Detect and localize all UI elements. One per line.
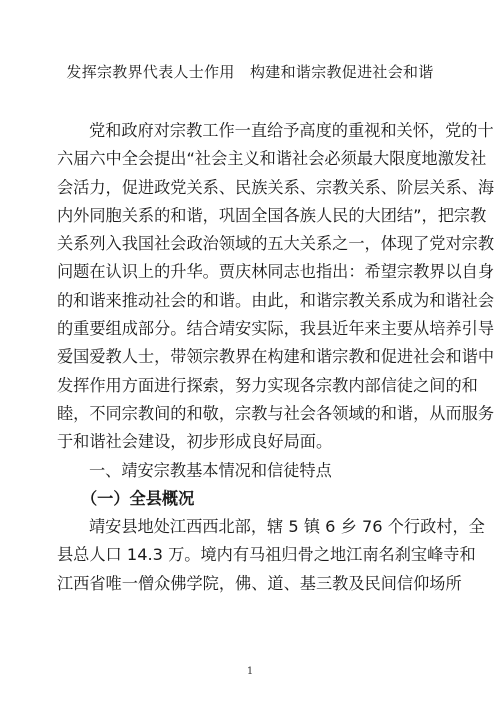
paragraph-1-line-10: 发挥作用方面进行探索，努力实现各宗教内部信徒之间的和 [57, 375, 478, 395]
document-body [57, 117, 495, 598]
paragraph-2-line-2: 县总人口 14.3 万。境内有马祖归骨之地江南名刹宝峰寺和 [57, 545, 476, 565]
paragraph-1-line-9: 爱国爱教人士，带领宗教界在构建和谐宗教和促进社会和谐中 [57, 347, 495, 367]
paragraph-1-line-12: 于和谐社会建设，初步形成良好局面。 [57, 432, 333, 452]
page-number: 1 [246, 666, 254, 677]
section-heading: 一、靖安宗教基本情况和信徒特点 [89, 460, 332, 480]
paragraph-1-line-8: 的重要组成部分。结合靖安实际，我县近年来主要从培养引导 [57, 319, 495, 339]
paragraph-2-line-3: 江西省唯一僧众佛学院，佛、道、基三教及民间信仰场所 [57, 573, 462, 593]
document-title: 发挥宗教界代表人士作用 构建和谐宗教促进社会和谐 [66, 63, 434, 81]
paragraph-1-line-5: 关系列入我国社会政治领域的五大关系之一，体现了党对宗教 [57, 234, 495, 254]
section-subheading: （一）全县概况 [81, 488, 195, 508]
paragraph-1-line-6: 问题在认识上的升华。贾庆林同志也指出：希望宗教界以自身 [57, 262, 495, 282]
paragraph-1-line-7: 的和谐来推动社会的和谐。由此，和谐宗教关系成为和谐社会 [57, 290, 495, 310]
paragraph-1-line-1: 党和政府对宗教工作一直给予高度的重视和关怀，党的十 [89, 121, 494, 140]
paragraph-1-line-2: 六届六中全会提出“社会主义和谐社会必须最大限度地激发社 [57, 149, 487, 169]
paragraph-1-line-4: 内外同胞关系的和谐，巩固全国各族人民的大团结”，把宗教 [57, 205, 487, 225]
paragraph-1-line-11: 睦，不同宗教间的和敬，宗教与社会各领域的和谐，从而服务 [57, 403, 495, 423]
paragraph-2-line-1: 靖安县地处江西西北部，辖 5 镇 6 乡 76 个行政村，全 [89, 517, 485, 537]
paragraph-1-line-3: 会活力，促进政党关系、民族关系、宗教关系、阶层关系、海 [57, 177, 495, 197]
